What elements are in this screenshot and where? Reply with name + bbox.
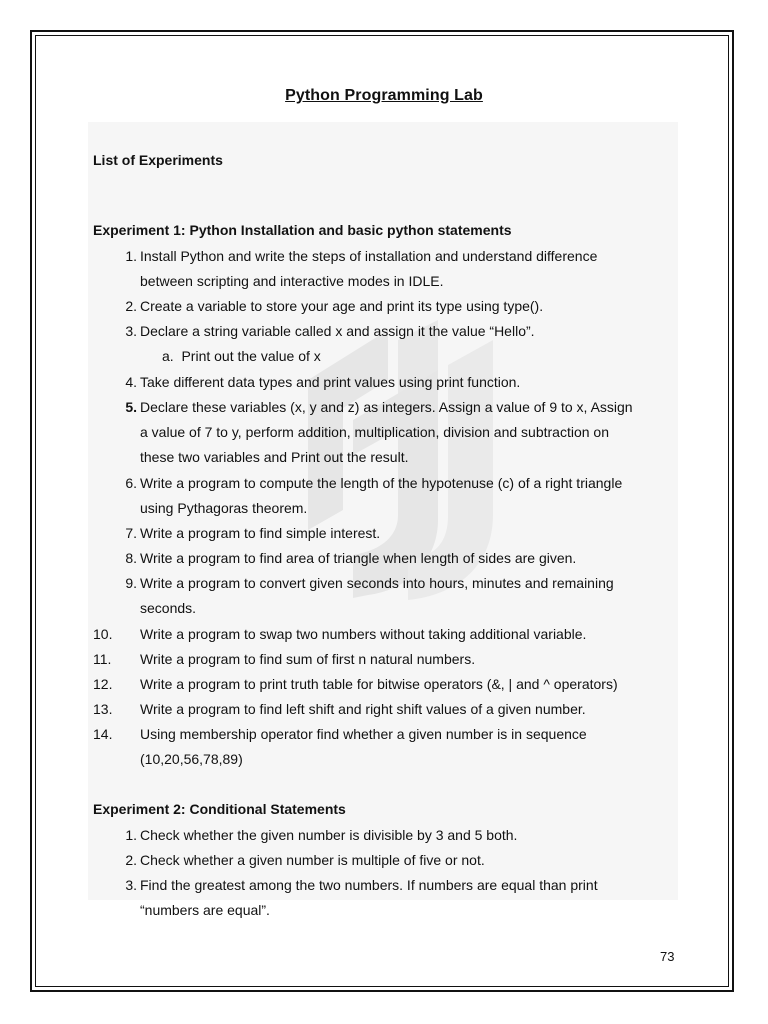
item-text: Using membership operator find whether a given number is in sequence — [140, 726, 587, 742]
item-text: seconds. — [140, 600, 197, 616]
sub-item-letter: a. — [162, 348, 174, 364]
item-text: Write a program to swap two numbers without taking additional variable. — [140, 626, 587, 642]
item-text: Write a program to find sum of first n natural numbers. — [140, 651, 476, 667]
item-text: “numbers are equal”. — [140, 902, 270, 918]
item-number: 1. — [125, 827, 137, 843]
item-text: (10,20,56,78,89) — [140, 751, 243, 767]
item-text: these two variables and Print out the result. — [140, 449, 409, 465]
item-text: a value of 7 to y, perform addition, multiplication, division and subtraction on — [140, 424, 609, 440]
item-number: 5. — [125, 399, 137, 415]
page-number: 73 — [660, 949, 675, 964]
item-number: 14. — [93, 726, 113, 742]
experiment1-heading: Experiment 1: Python Installation and basic python statements — [93, 222, 512, 238]
item-text: Write a program to print truth table for bitwise operators (&, | and ^ operators) — [140, 676, 618, 692]
item-text: Write a program to find area of triangle when length of sides are given. — [140, 550, 577, 566]
item-number: 2. — [125, 852, 137, 868]
item-text: Check whether the given number is divisible by 3 and 5 both. — [140, 827, 518, 843]
item-text: Find the greatest among the two numbers. If numbers are equal than print — [140, 877, 598, 893]
item-text: Write a program to find left shift and right shift values of a given number. — [140, 701, 586, 717]
experiment2-heading: Experiment 2: Conditional Statements — [93, 801, 346, 817]
item-text: Check whether a given number is multiple of five or not. — [140, 852, 485, 868]
item-number: 13. — [93, 701, 113, 717]
item-text: using Pythagoras theorem. — [140, 500, 308, 516]
item-number: 8. — [125, 550, 137, 566]
item-text: Declare a string variable called x and assign it the value “Hello”. — [140, 323, 535, 339]
item-number: 9. — [125, 575, 137, 591]
page-title: Python Programming Lab — [285, 87, 483, 104]
item-text: between scripting and interactive modes in IDLE. — [140, 273, 444, 289]
item-text: Install Python and write the steps of installation and understand difference — [140, 248, 598, 264]
item-text: Write a program to compute the length of the hypotenuse (c) of a right triangle — [140, 475, 623, 491]
item-number: 1. — [125, 248, 137, 264]
item-text: Create a variable to store your age and print its type using type(). — [140, 298, 544, 314]
item-number: 7. — [125, 525, 137, 541]
sub-item-text: Print out the value of x — [181, 348, 321, 364]
list-heading: List of Experiments — [93, 152, 223, 168]
item-number: 4. — [125, 374, 137, 390]
sub-item — [162, 344, 321, 370]
item-number: 3. — [125, 323, 137, 339]
item-number: 3. — [125, 877, 137, 893]
item-text: Write a program to find simple interest. — [140, 525, 381, 541]
item-text: Write a program to convert given seconds into hours, minutes and remaining — [140, 575, 614, 591]
item-text: Take different data types and print values using print function. — [140, 374, 521, 390]
item-text: Declare these variables (x, y and z) as integers. Assign a value of 9 to x, Assign — [140, 399, 633, 415]
item-number: 10. — [93, 626, 113, 642]
item-number: 11. — [93, 651, 112, 667]
item-number: 2. — [125, 298, 137, 314]
item-number: 6. — [125, 475, 137, 491]
item-number: 12. — [93, 676, 113, 692]
